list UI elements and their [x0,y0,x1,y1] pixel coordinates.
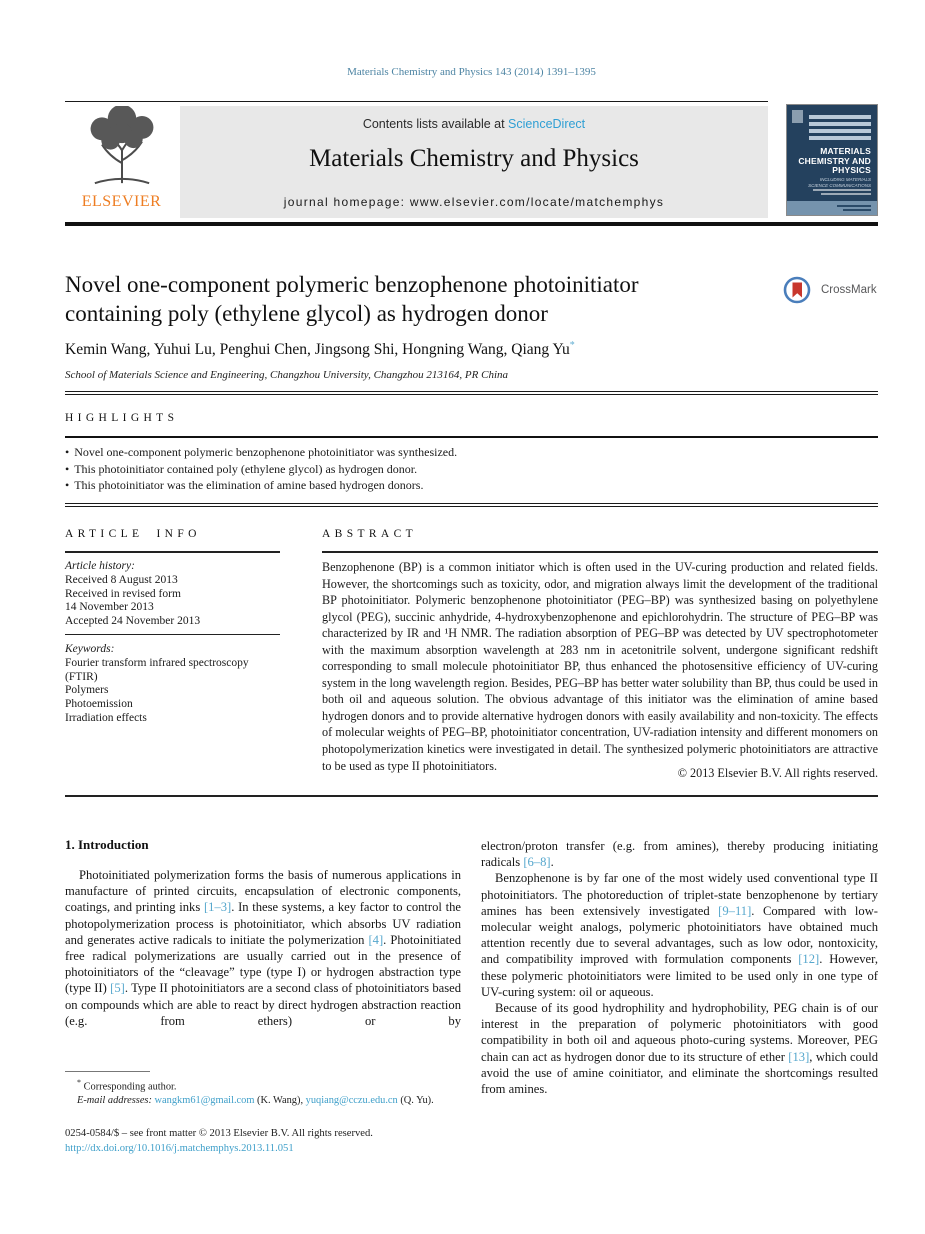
cover-fineprint [821,193,871,195]
citation-ref[interactable]: [9–11] [718,903,752,918]
cover-fineprint [837,205,871,207]
article-info-heading: ARTICLE INFO [65,528,201,540]
cover-fineprint [843,209,871,211]
keyword: (FTIR) [65,670,98,683]
highlight-item: • This photoinitiator contained poly (ethylene glycol) as hydrogen donor. [65,461,878,478]
history-line: Received 8 August 2013 [65,573,178,586]
body-text: . [550,855,554,870]
intro-paragraph [65,867,461,1029]
cover-stripe [809,136,871,140]
crossmark-badge[interactable] [783,274,879,314]
corresponding-author-mark[interactable]: * [569,340,575,351]
doi-link[interactable] [65,1143,565,1154]
keyword: Photoemission [65,698,133,711]
highlights-list [65,444,878,494]
email-label: E-mail addresses: [77,1095,152,1107]
footnote-text: Corresponding author. [81,1081,177,1093]
body-text: . However, these polymeric photoinitiators were limited to be used only in one type of UV-curing system: oil or aqueous. [481,952,878,999]
abstract-heading: ABSTRACT [322,528,418,540]
masthead-top-rule [65,101,768,102]
author-list [65,340,825,359]
corresponding-author-note [65,1076,465,1094]
cover-title: MATERIALS CHEMISTRY AND PHYSICS [798,146,871,175]
journal-cover-thumbnail[interactable] [786,104,878,216]
divider-rule [65,503,878,507]
abstract-text: Benzophenone (BP) is a common initiator which is often used in the UV-curing production and related fields. However, the shortcomings such as toxicity, odor, and migration always limit the development of the traditional BP photoinitiator. Polymeric benzophenone photoinitiator (PEG–BP) was synthesized basing on polyethylene glycol (PEG), succinic anhydride, 4-hydroxybenzophenone and epichlorohydrin. The structure of PEG–BP was characterized by IR and ¹H NMR. The radiation absorption of PEG–BP was detected by UV spectrophotometer with the maximum absorption wavelength at 283 nm in acetonitrile solvent, undergone significant redshift corresponding to small molecule photoinitiator BP, thus enhanced the photosensitive efficiency of UV-curing system in the long wavelength region. Besides, PEG–BP has better water solubility than BP, thus could be used in both oil and aqueous solution. The obvious advantage of this initiator was the elimination of amine based hydrogen donors and to provide alternative hydrogen donors with easily availability and non-toxicity. The effects of molecular weights of PEG–BP, photoinitiator concentration, UV-radiation intensity and different monomers on photopolymerization kinetics were investigated in detail. The synthesized polymeric photoinitiators are attractive to be used as type II photoinitiators. [322,560,878,773]
citation-ref[interactable]: [13] [788,1049,810,1064]
highlights-heading: HIGHLIGHTS [65,412,179,424]
sciencedirect-link[interactable]: ScienceDirect [508,117,586,131]
cover-stripe [809,129,871,133]
cover-publisher-mark [792,110,803,123]
intro-paragraph [481,1000,878,1097]
crossmark-icon [783,281,817,298]
citation-ref[interactable]: [1–3] [203,900,232,915]
intro-paragraph [481,838,878,870]
keyword: Polymers [65,684,109,697]
highlight-item: • Novel one-component polymeric benzophenone photoinitiator was synthesized. [65,444,878,461]
contents-prefix: Contents lists available at [362,117,509,131]
highlight-item: • This photoinitiator was the elimination of amine based hydrogen donors. [65,477,878,494]
keyword: Irradiation effects [65,711,147,724]
article-history [65,560,295,629]
crossmark-label: CrossMark [821,284,877,296]
body-text: . In these systems, a key factor to control the photopolymerization process is photoinitiator, which absorbs UV radiation and generates active radicals to initiate the polymerization [65,900,461,947]
affiliation: School of Materials Science and Engineering, Changzhou University, Changzhou 213164, PR China [65,369,509,381]
body-text: Because of its good hydrophility and hydrophobility, PEG chain is of our interest in the preparation of polymeric photoinitiators with good compatibility in both oil and aqueous photo-curing systems. Moreover, PEG chain can act as hydrogen donor due to its structure of ether [481,1001,878,1064]
journal-citation: Materials Chemistry and Physics 143 (2014) 1391–1395 [347,66,596,78]
email-link[interactable]: wangkm61@gmail.com [154,1095,255,1107]
copyright-line: © 2013 Elsevier B.V. All rights reserved. [677,766,878,780]
citation-ref[interactable]: [12] [798,952,820,967]
divider-rule [65,391,878,395]
citation-ref[interactable]: [6–8] [523,855,551,870]
footnote-rule [65,1071,150,1072]
issn-copyright-line: 0254-0584/$ – see front matter © 2013 Elsevier B.V. All rights reserved. [65,1128,373,1139]
footnote-text: (K. Wang), [254,1095,306,1107]
citation-ref[interactable]: [4] [368,932,384,947]
body-text: Benzophenone is by far one of the most widely used conventional type II photoinitiators. The photoreduction of triplet-state benzophenone by tertiary amines has been extensively investigated [481,871,878,918]
article-title: Novel one-component polymeric benzophenone photoinitiator containing poly (ethylene glycol) as hydrogen donor [65,272,639,326]
cover-fineprint [813,189,871,191]
body-text: electron/proton transfer (e.g. from amines), thereby producing initiating radicals [481,839,878,870]
footnote-star: * [77,1078,81,1087]
citation-ref[interactable]: [5] [110,981,125,996]
abstract-bottom-rule [65,795,878,797]
history-line: Accepted 24 November 2013 [65,615,201,628]
history-line: Received in revised form [65,587,181,600]
journal-title: Materials Chemistry and Physics [309,145,639,172]
email-link[interactable]: yuqiang@cczu.edu.cn [305,1095,398,1107]
intro-paragraph [481,870,878,1000]
body-text: , which could avoid the use of amine coinitiator, and eliminate the shortcomings resulted from amines. [481,1049,878,1097]
body-column-right [481,838,878,1097]
keyword: Fourier transform infrared spectroscopy [65,656,249,669]
footnote-block [65,1076,465,1108]
doi-url[interactable]: http://dx.doi.org/10.1016/j.matchemphys.2013.11.051 [65,1143,294,1154]
body-text: . Compared with low-molecular weight analogs, polymeric photoinitiators have obtained much attention recently due to several advantages, such as low odor, nontoxicity, and compatibility improved with formulation components [481,903,878,967]
journal-homepage-link[interactable]: journal homepage: www.elsevier.com/locate/matchemphys [283,195,665,209]
email-addresses-note [65,1094,465,1108]
body-text: Photoinitiated polymerization forms the basis of numerous applications in manufacture of printed circuits, encapsulation of electronic components, coatings, and printing inks [65,868,461,915]
section-heading-introduction: 1. Introduction [65,837,149,852]
cover-stripe [809,122,871,126]
highlights-rule [65,436,878,438]
author-names: Kemin Wang, Yuhui Lu, Penghui Chen, Jingsong Shi, Hongning Wang, Qiang Yu [65,341,570,359]
contents-line [180,117,768,131]
body-text: . Photoinitiated free radical polymerizations are usually carried out in the presence of photoinitiators of the “cleavage” type (type I) or hydrogen abstraction type (type II) [65,932,461,996]
elsevier-tree-icon [76,173,168,190]
keywords-label: Keywords: [65,643,115,655]
cover-subtitle: INCLUDING MATERIALS SCIENCE COMMUNICATIONS [808,177,871,188]
body-column-left [65,867,461,1029]
journal-masthead-band [180,106,768,218]
keywords-rule [65,634,280,635]
masthead-bottom-rule [65,222,878,226]
history-line: 14 November 2013 [65,601,154,614]
cover-stripe [809,115,871,119]
cover-footer-band [787,201,877,215]
abstract-rule [322,551,878,553]
article-info-rule [65,551,280,553]
footnote-text: (Q. Yu). [397,1095,434,1107]
elsevier-wordmark: ELSEVIER [81,193,162,210]
history-label: Article history: [65,560,135,572]
elsevier-logo[interactable] [65,106,178,218]
body-text: . Type II photoinitiators are a second class of photoinitiators based on compounds which are able to react by direct hydrogen abstraction reaction (e.g. from ethers) or by [65,981,461,1028]
keywords-block [65,643,305,726]
